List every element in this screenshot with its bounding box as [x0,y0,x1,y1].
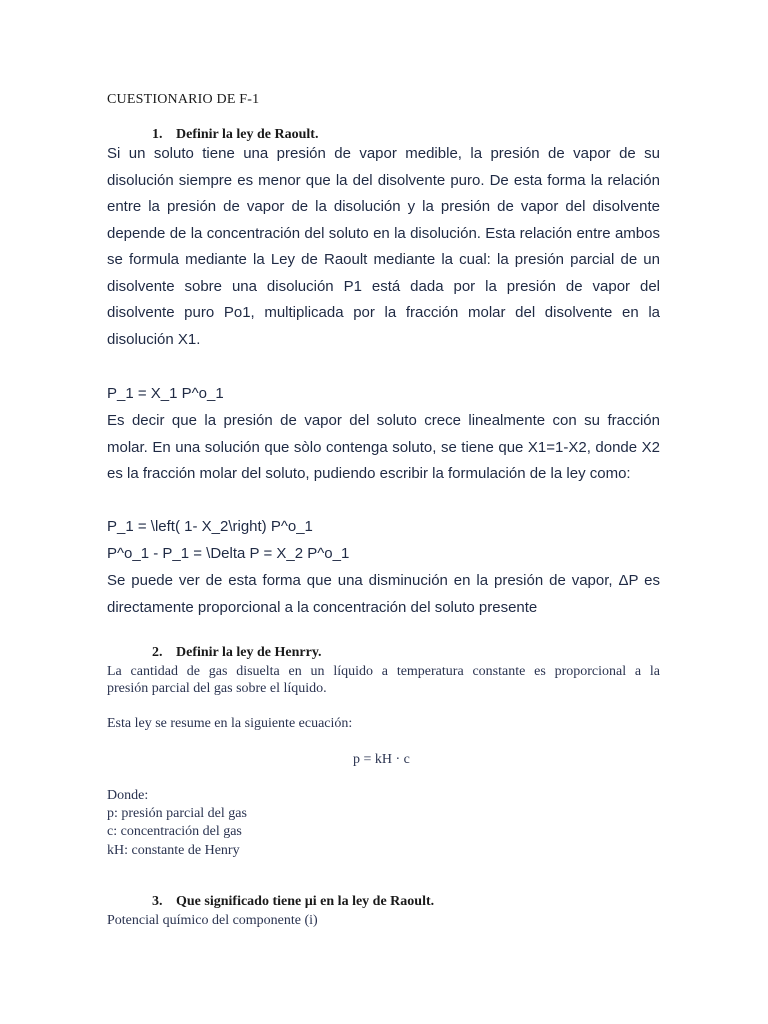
question-1-paragraph-2 [107,408,660,488]
question-2-heading [152,645,322,661]
raoult-formula-3: P^o_1 - P_1 = \Delta P = X_2 P^o_1 [107,545,350,562]
question-1-paragraph [107,141,660,353]
paragraph-line: disolvente sobre una disolución P1 está dada por la presión de vapor del [107,277,660,295]
question-1-paragraph-3 [107,568,660,621]
paragraph-line: disolución siempre es menor que la del disolvente puro. De esta forma la relación [107,171,660,189]
paragraph-line: disolvente puro Po1, multiplicada por la fracción molar del disolvente en la [107,304,660,321]
paragraph-line: La cantidad de gas disuelta en un líquido a temperatura constante es proporcional a la [107,664,660,679]
henry-equation: p = kH · c [353,752,410,767]
where-label: Donde: [107,788,149,803]
definition-item: c: concentración del gas [107,824,242,839]
paragraph-line: entre la presión de vapor de la disolución y la presión de vapor del disolvente [107,198,660,215]
question-2-paragraph [107,663,660,697]
paragraph-line: Es decir que la presión de vapor del soluto crece linealmente con su fracción [107,412,660,429]
raoult-formula-2: P_1 = \left( 1- X_2\right) P^o_1 [107,518,313,535]
question-2-number: 2. [152,645,163,660]
paragraph-line: se formula mediante la Ley de Raoult mediante la cual: la presión parcial de un [107,251,660,268]
question-1-title: Definir la ley de Raoult. [176,127,319,142]
question-3-answer: Potencial químico del componente (i) [107,913,318,928]
definition-item: p: presión parcial del gas [107,806,247,821]
document-title: CUESTIONARIO DE F-1 [107,92,260,107]
raoult-formula-1: P_1 = X_1 P^o_1 [107,385,224,402]
paragraph-line: presión parcial del gas sobre el líquido. [107,681,327,696]
paragraph-line: es la fracción molar del soluto, pudiendo escribir la formulación de la ley como: [107,465,631,482]
paragraph-line: depende de la concentración del soluto en la disolución. Esta relación entre ambos [107,224,660,242]
question-1-number: 1. [152,127,163,142]
question-3-heading [152,894,434,910]
paragraph-line: disolución X1. [107,330,201,348]
paragraph-line: Si un soluto tiene una presión de vapor medible, la presión de vapor de su [107,145,660,162]
henry-summary: Esta ley se resume en la siguiente ecuación: [107,716,353,731]
question-3-number: 3. [152,894,163,909]
paragraph-line: Se puede ver de esta forma que una disminución en la presión de vapor, ΔP es [107,572,660,589]
question-2-title: Definir la ley de Henrry. [176,645,322,660]
definition-item: kH: constante de Henry [107,843,240,858]
paragraph-line: directamente proporcional a la concentración del soluto presente [107,598,538,616]
question-3-title: Que significado tiene µi en la ley de Raoult. [176,894,435,909]
paragraph-line: molar. En una solución que sòlo contenga soluto, se tiene que X1=1-X2, donde X2 [107,438,660,456]
